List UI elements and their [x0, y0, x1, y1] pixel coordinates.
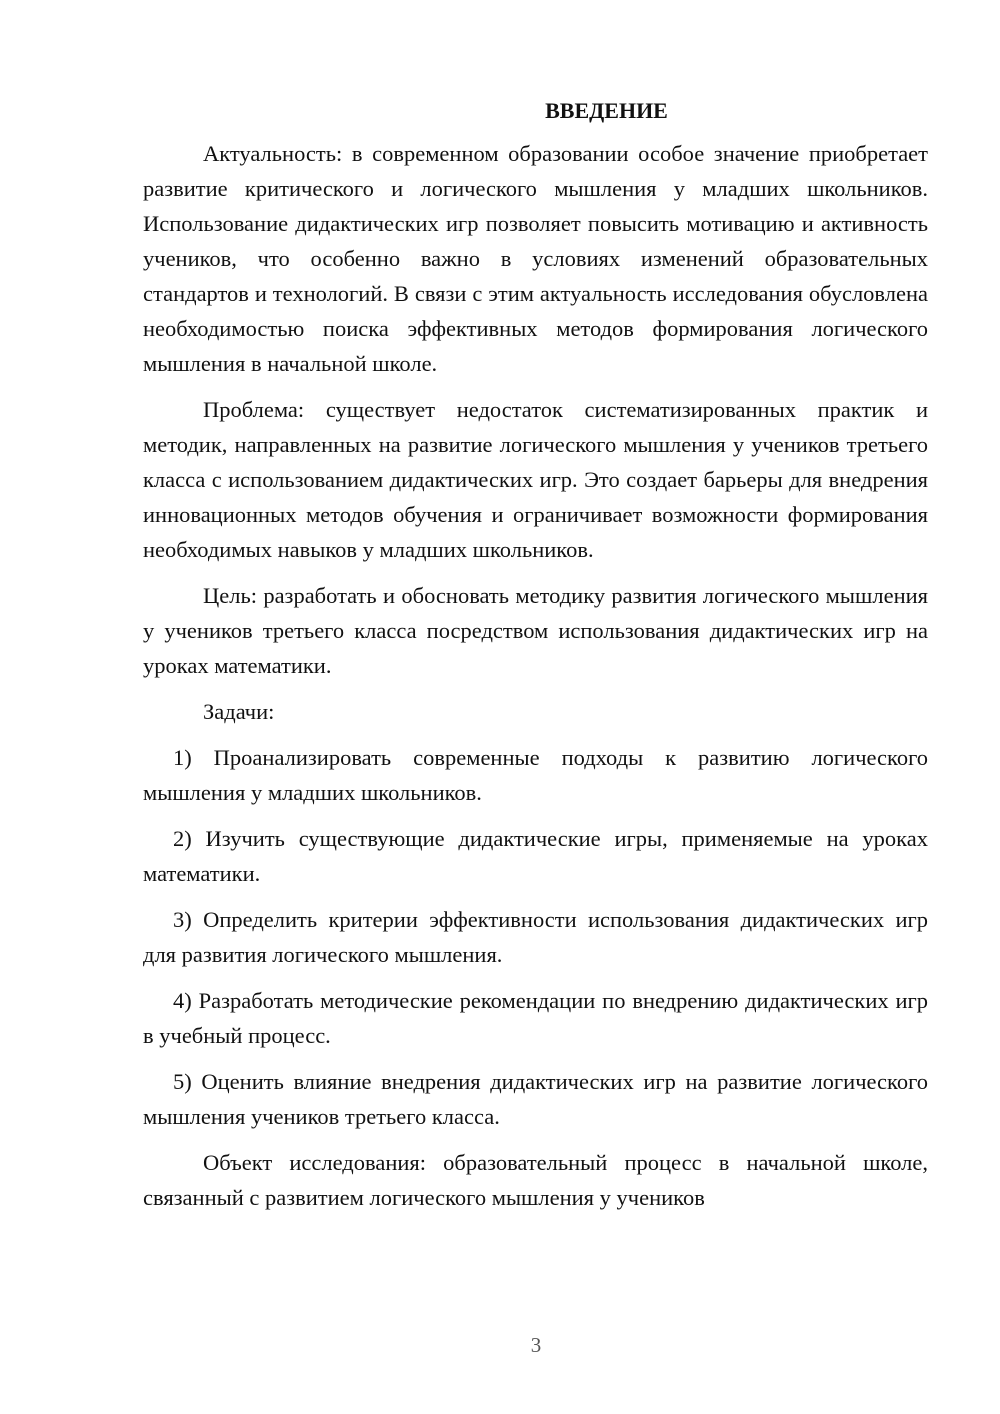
paragraph-tasks-heading: Задачи: — [203, 699, 275, 724]
title-container — [143, 96, 928, 126]
task-item-3: 3) Определить критерии эффективности использования дидактических игр для развития логического мышления. — [143, 907, 928, 967]
page-number: 3 — [530, 1333, 542, 1357]
task-item-1: 1) Проанализировать современные подходы к развитию логического мышления у младших школьников. — [143, 745, 928, 805]
paragraph-relevance: Актуальность: в современном образовании особое значение приобретает развитие критического и логического мышления у младших школьников. Использование дидактических игр позволяет повысить мотивацию и активность учеников, что особенно важно в условиях изменений образовательных стандартов и технологий. В связи с этим актуальность исследования обусловлена необходимостью поиска эффективных методов формирования логического мышления в начальной школе. — [143, 141, 928, 376]
task-item-5: 5) Оценить влияние внедрения дидактических игр на развитие логического мышления учеников третьего класса. — [143, 1069, 928, 1129]
paragraph-goal: Цель: разработать и обосновать методику развития логического мышления у учеников третьего класса посредством использования дидактических игр на уроках математики. — [143, 583, 928, 678]
paragraph-object: Объект исследования: образовательный процесс в начальной школе, связанный с развитием логического мышления у учеников — [143, 1150, 928, 1210]
paragraph-problem: Проблема: существует недостаток систематизированных практик и методик, направленных на развитие логического мышления у учеников третьего класса с использованием дидактических игр. Это создает барьеры для внедрения инновационных методов обучения и ограничивает возможности формирования необходимых навыков у младших школьников. — [143, 397, 928, 562]
task-item-2: 2) Изучить существующие дидактические игры, применяемые на уроках математики. — [143, 826, 928, 886]
document-body — [143, 96, 928, 1226]
task-item-4: 4) Разработать методические рекомендации по внедрению дидактических игр в учебный процесс. — [143, 988, 928, 1048]
section-title: ВВЕДЕНИЕ — [545, 98, 668, 123]
